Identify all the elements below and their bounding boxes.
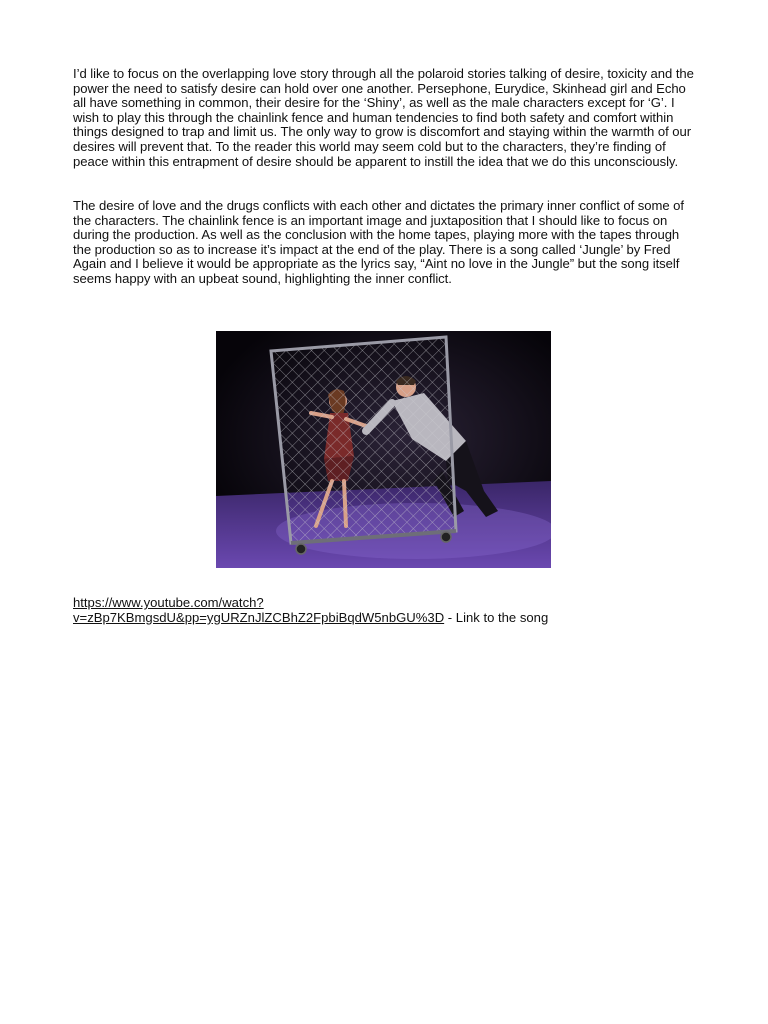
youtube-link[interactable] [73,595,444,625]
paragraph-love-story: I’d like to focus on the overlapping love story through all the polaroid stories talking of desire, toxicity and the power the need to satisfy desire can hold over one another. Persephone, Eurydice, Skinhead girl and Echo all have something in common, their desire for the ‘Shiny’, as well as the male characters except for ‘G’. I wish to play this through the chainlink fence and human tendencies to find both safety and comfort within things designed to trap and limit us. The only way to grow is discomfort and staying within the warmth of our desires will prevent that. To the reader this world may seem cold but to the characters, they’re finding of peace within this entrapment of desire should be apparent to instill the idea that we do this unconsciously. [73,66,694,169]
stage-photo-chainlink-fence [216,331,551,568]
song-link-line [73,595,713,625]
paragraph-inner-conflict: The desire of love and the drugs conflicts with each other and dictates the primary inner conflict of some of the characters. The chainlink fence is an important image and juxtaposition that I should like to focus on during the production. As well as the conclusion with the home tapes, playing more with the tapes through the production so as to increase it’s impact at the end of the play. There is a song called ‘Jungle’ by Fred Again and I believe it would be appropriate as the lyrics say, “Aint no love in the Jungle” but the song itself seems happy with an upbeat sound, highlighting the inner conflict. [73,198,685,286]
youtube-link-line2: v=zBp7KBmgsdU&pp=ygURZnJlZCBhZ2FpbiBqdW5nbGU%3D [73,610,445,625]
youtube-link-line1: https://www.youtube.com/watch? [73,595,264,610]
link-description: - Link to the song [444,610,549,625]
stage-photo-image [216,331,551,568]
chainlink-fence [271,337,456,554]
